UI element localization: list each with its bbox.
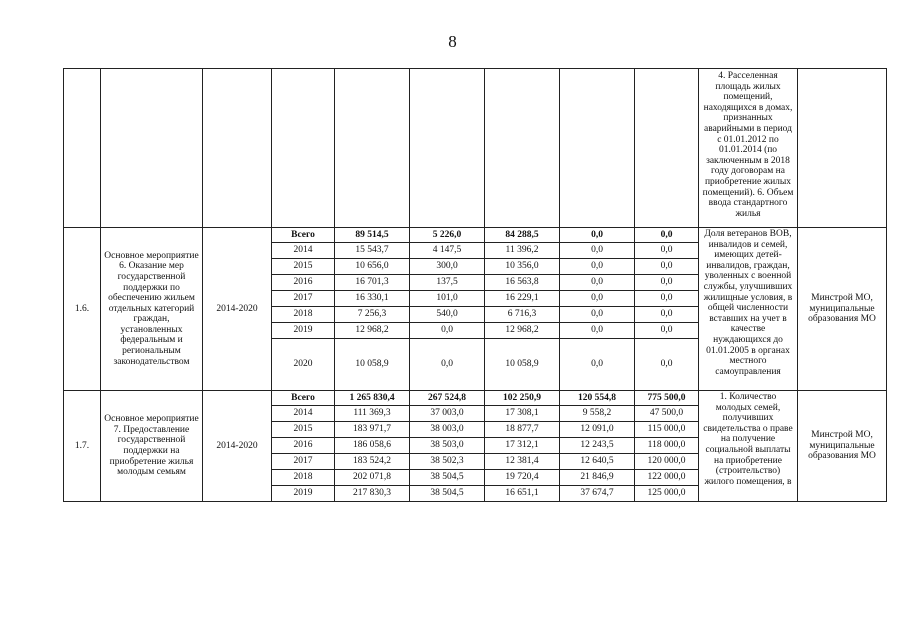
year-cell: 2016 [272, 438, 335, 454]
effect-cell: 1. Количество молодых семей, получивших свидетельства о праве на получение социальной выплаты на приобретение (строительство) жилого помещения, в [699, 391, 798, 502]
value-cell: 0,0 [635, 291, 699, 307]
value-cell: 0,0 [635, 339, 699, 391]
value-cell: 0,0 [560, 275, 635, 291]
total-value: 775 500,0 [635, 391, 699, 406]
total-label: Всего [272, 391, 335, 406]
year-cell: 2014 [272, 243, 335, 259]
year-cell: 2017 [272, 291, 335, 307]
measure-number: 1.7. [64, 391, 101, 502]
value-cell: 9 558,2 [560, 406, 635, 422]
value-cell: 183 524,2 [335, 454, 410, 470]
value-cell: 125 000,0 [635, 486, 699, 502]
value-cell: 21 846,9 [560, 470, 635, 486]
year-cell: 2019 [272, 486, 335, 502]
value-cell: 19 720,4 [485, 470, 560, 486]
value-cell: 12 968,2 [485, 323, 560, 339]
value-cell: 12 091,0 [560, 422, 635, 438]
year-cell: 2018 [272, 307, 335, 323]
value-cell: 37 674,7 [560, 486, 635, 502]
value-cell: 16 229,1 [485, 291, 560, 307]
value-cell: 0,0 [635, 243, 699, 259]
value-cell: 217 830,3 [335, 486, 410, 502]
value-cell: 16 651,1 [485, 486, 560, 502]
value-cell: 10 058,9 [485, 339, 560, 391]
year-cell: 2015 [272, 259, 335, 275]
year-cell: 2016 [272, 275, 335, 291]
value-cell: 38 003,0 [410, 422, 485, 438]
value-cell: 38 504,5 [410, 486, 485, 502]
value-cell: 183 971,7 [335, 422, 410, 438]
value-cell: 16 563,8 [485, 275, 560, 291]
value-cell: 111 369,3 [335, 406, 410, 422]
effect-cell: 4. Расселенная площадь жилых помещений, находящихся в домах, признанных аварийными в период с 01.01.2012 по 01.01.2014 (по заключенным в 2018 году договорам на приобретение жилых помещений). 6. Объем ввода стандартного жилья [699, 69, 798, 228]
measure-name: Основное мероприятие 6. Оказание мер государственной поддержки по обеспечению жильем отдельных категорий граждан, установленных федеральным и региональным законодательством [101, 228, 203, 391]
year-cell: 2019 [272, 323, 335, 339]
value-cell: 37 003,0 [410, 406, 485, 422]
value-cell: 12 968,2 [335, 323, 410, 339]
measure-period: 2014-2020 [203, 391, 272, 502]
measure-period: 2014-2020 [203, 228, 272, 391]
program-table [63, 68, 887, 502]
year-cell: 2017 [272, 454, 335, 470]
responsible-cell: Минстрой МО, муниципальные образования МО [798, 228, 887, 391]
value-cell: 12 640,5 [560, 454, 635, 470]
effect-cell: Доля ветеранов ВОВ, инвалидов и семей, имеющих детей-инвалидов, граждан, уволенных с военной службы, улучшивших жилищные условия, в общей численности вставших на учет в качестве нуждающихся до 01.01.2005 в органах местного самоуправления [699, 228, 798, 391]
total-value: 267 524,8 [410, 391, 485, 406]
value-cell: 540,0 [410, 307, 485, 323]
value-cell: 0,0 [635, 259, 699, 275]
value-cell: 17 312,1 [485, 438, 560, 454]
value-cell: 6 716,3 [485, 307, 560, 323]
total-value: 0,0 [560, 228, 635, 243]
value-cell: 18 877,7 [485, 422, 560, 438]
value-cell: 0,0 [560, 259, 635, 275]
value-cell: 12 243,5 [560, 438, 635, 454]
total-value: 84 288,5 [485, 228, 560, 243]
value-cell: 137,5 [410, 275, 485, 291]
value-cell: 101,0 [410, 291, 485, 307]
total-label: Всего [272, 228, 335, 243]
value-cell: 0,0 [635, 307, 699, 323]
value-cell: 7 256,3 [335, 307, 410, 323]
table-row [64, 228, 887, 243]
value-cell: 16 330,1 [335, 291, 410, 307]
total-value: 1 265 830,4 [335, 391, 410, 406]
value-cell: 10 058,9 [335, 339, 410, 391]
value-cell: 11 396,2 [485, 243, 560, 259]
value-cell: 0,0 [560, 291, 635, 307]
year-cell: 2015 [272, 422, 335, 438]
measure-name: Основное мероприятие 7. Предоставление государственной поддержки на приобретение жилья молодым семьям [101, 391, 203, 502]
value-cell: 118 000,0 [635, 438, 699, 454]
value-cell: 0,0 [635, 275, 699, 291]
continuation-row [64, 69, 887, 228]
value-cell: 38 504,5 [410, 470, 485, 486]
measure-number: 1.6. [64, 228, 101, 391]
value-cell: 10 356,0 [485, 259, 560, 275]
value-cell: 122 000,0 [635, 470, 699, 486]
value-cell: 202 071,8 [335, 470, 410, 486]
value-cell: 120 000,0 [635, 454, 699, 470]
value-cell: 38 503,0 [410, 438, 485, 454]
value-cell: 16 701,3 [335, 275, 410, 291]
total-value: 89 514,5 [335, 228, 410, 243]
value-cell: 10 656,0 [335, 259, 410, 275]
value-cell: 17 308,1 [485, 406, 560, 422]
value-cell: 4 147,5 [410, 243, 485, 259]
page-number: 8 [448, 32, 457, 51]
value-cell: 0,0 [560, 243, 635, 259]
value-cell: 38 502,3 [410, 454, 485, 470]
total-value: 102 250,9 [485, 391, 560, 406]
value-cell: 300,0 [410, 259, 485, 275]
value-cell: 0,0 [410, 323, 485, 339]
value-cell: 0,0 [560, 307, 635, 323]
total-value: 0,0 [635, 228, 699, 243]
value-cell: 0,0 [560, 323, 635, 339]
year-cell: 2018 [272, 470, 335, 486]
value-cell: 15 543,7 [335, 243, 410, 259]
value-cell: 12 381,4 [485, 454, 560, 470]
value-cell: 0,0 [410, 339, 485, 391]
total-value: 120 554,8 [560, 391, 635, 406]
responsible-cell: Минстрой МО, муниципальные образования МО [798, 391, 887, 502]
value-cell: 0,0 [635, 323, 699, 339]
total-value: 5 226,0 [410, 228, 485, 243]
value-cell: 0,0 [560, 339, 635, 391]
value-cell: 186 058,6 [335, 438, 410, 454]
value-cell: 115 000,0 [635, 422, 699, 438]
value-cell: 47 500,0 [635, 406, 699, 422]
year-cell: 2020 [272, 339, 335, 391]
year-cell: 2014 [272, 406, 335, 422]
table-row [64, 391, 887, 406]
